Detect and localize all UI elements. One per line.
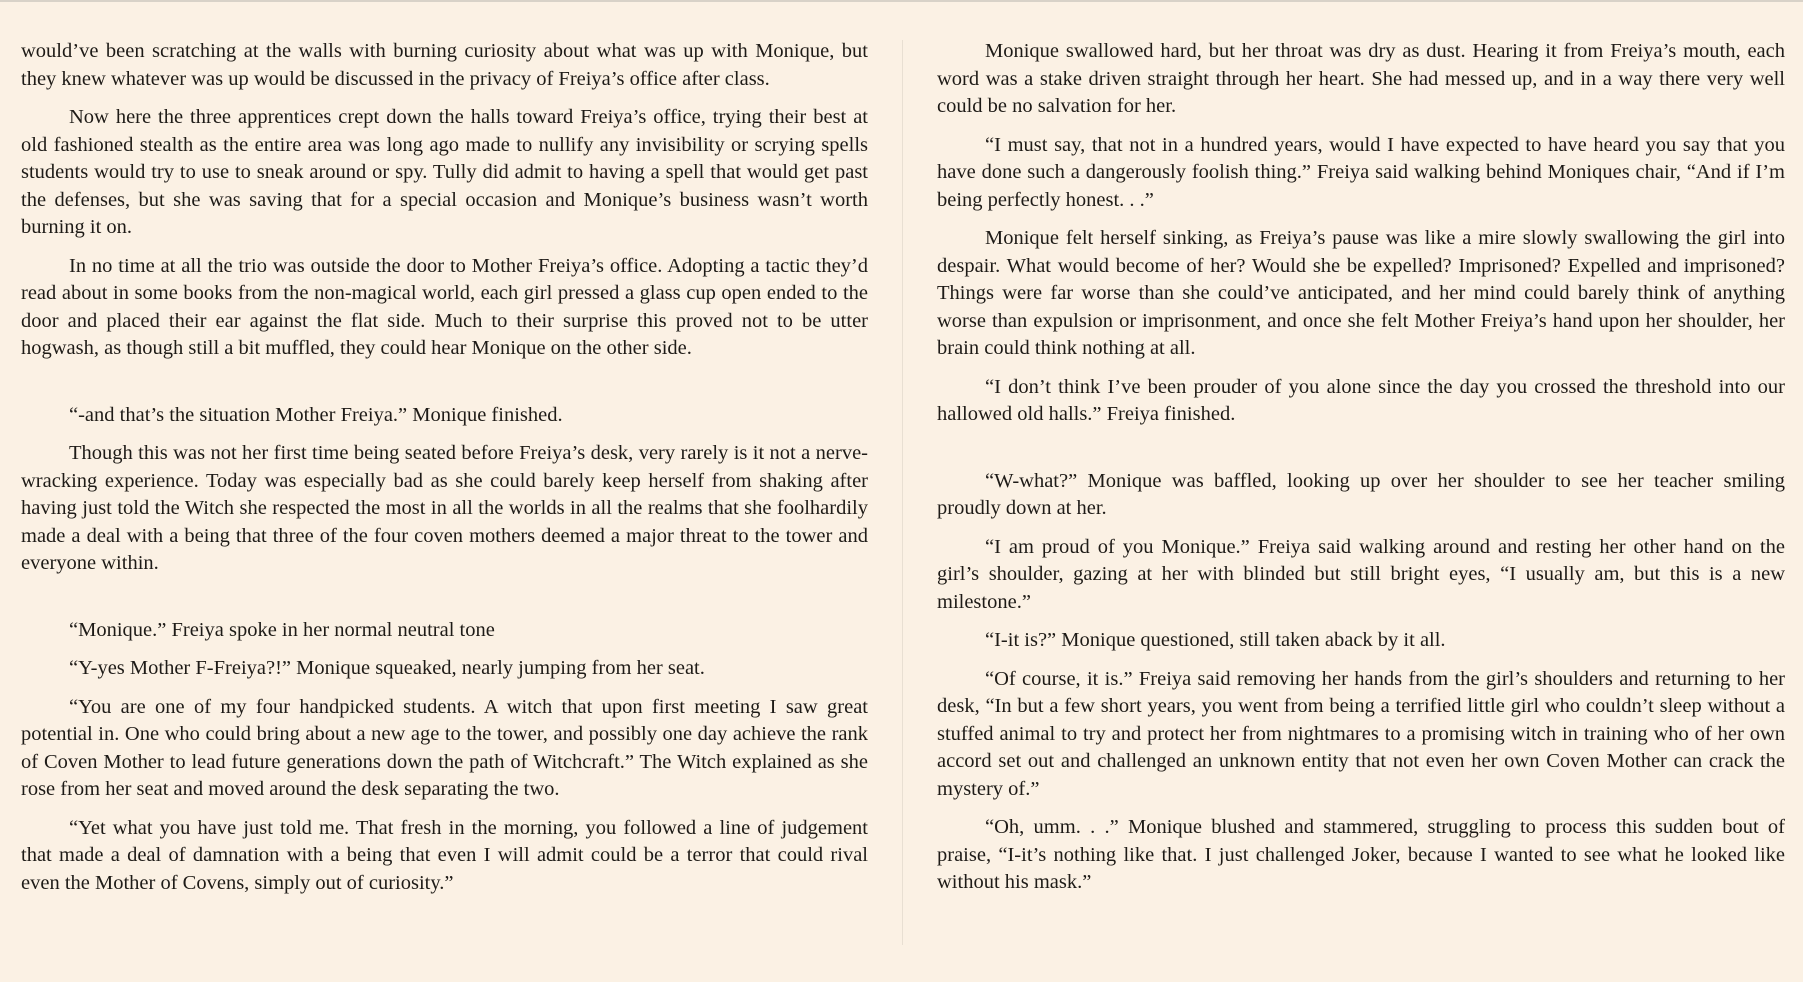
paragraph: “I don’t think I’ve been prouder of you alone since the day you crossed the threshold into our hallowed old halls.” Freiya finished. (937, 375, 1785, 425)
paragraph: Now here the three apprentices crept down the halls toward Freiya’s office, trying their best at old fashioned stealth as the entire area was long ago made to nullify any invisibility or scrying spells students would try to use to sneak around or spy. Tully did admit to having a spell that would get past the defenses, but she was saving that for a special occasion and Monique’s business wasn’t worth burning it on. (21, 106, 868, 238)
paragraph: “Monique.” Freiya spoke in her normal neutral tone (69, 618, 495, 641)
paragraph: Monique swallowed hard, but her throat was dry as dust. Hearing it from Freiya’s mouth, each word was a stake driven straight through her heart. She had messed up, and in a way there very well could be no salvation for her. (937, 40, 1785, 117)
paragraph: “You are one of my four handpicked students. A witch that upon first meeting I saw great potential in. One who could bring about a new age to the tower, and possibly one day achieve the rank of Coven Mother to lead future generations down the path of Witchcraft.” The Witch explained as she rose from her seat and moved around the desk separating the two. (21, 695, 868, 800)
paragraph: “Of course, it is.” Freiya said removing her hands from the girl’s shoulders and returning to her desk, “In but a few short years, you went from being a terrified little girl who couldn’t sleep without a stuffed animal to try and protect her from nightmares to a promising witch in training who of her own accord set out and challenged an unknown entity that not even her own Coven Mother can crack the mystery of.” (937, 667, 1785, 800)
paragraph: “I am proud of you Monique.” Freiya said walking around and resting her other hand on the girl’s shoulder, gazing at her with blinded but still bright eyes, “I usually am, but this is a new milestone.” (937, 535, 1785, 613)
paragraph: Though this was not her first time being seated before Freiya’s desk, very rarely is it not a nerve-wracking experience. Today was especially bad as she could barely keep herself from shaking after having just told the Witch she respected the most in all the worlds in all the realms that she foolhardily made a deal with a being that three of the four coven mothers deemed a major threat to the tower and everyone within. (21, 442, 868, 574)
paragraph: “I must say, that not in a hundred years, would I have expected to have heard you say that you have done such a dangerously foolish thing.” Freiya said walking behind Moniques chair, “And if I’m being perfectly honest. . .” (937, 133, 1785, 211)
paragraph: “I-it is?” Monique questioned, still taken aback by it all. (985, 629, 1446, 651)
paragraph: Monique felt herself sinking, as Freiya’s pause was like a mire slowly swallowing the girl into despair. What would become of her? Would she be expelled? Imprisoned? Expelled and imprisoned? Things were far worse than she could’ve anticipated, and her mind could barely think of anything worse than expulsion or imprisonment, and once she felt Mother Freiya’s hand upon her shoulder, her brain could think nothing at all. (937, 227, 1785, 359)
paragraph: would’ve been scratching at the walls with burning curiosity about what was up with Monique, but they knew whatever was up would be discussed in the privacy of Freiya’s office after class. (21, 40, 868, 90)
paragraph: “Oh, umm. . .” Monique blushed and stammered, struggling to process this sudden bout of praise, “I-it’s nothing like that. I just challenged Joker, because I wanted to see what he looked like without his mask.” (937, 816, 1785, 893)
paragraph: “Yet what you have just told me. That fresh in the morning, you followed a line of judgement that made a deal of damnation with a being that even I will admit could be a terror that could rival even the Mother of Covens, simply out of curiosity.” (21, 816, 868, 894)
page-divider (902, 40, 903, 945)
left-page (21, 38, 868, 908)
paragraph: “-and that’s the situation Mother Freiya.” Monique finished. (69, 403, 563, 426)
paragraph: In no time at all the trio was outside the door to Mother Freiya’s office. Adopting a tactic they’d read about in some books from the non-magical world, each girl pressed a glass cup open ended to the door and placed their ear against the flat side. Much to their surprise this proved not to be utter hogwash, as though still a bit muffled, they could hear Monique on the other side. (21, 254, 868, 359)
paragraph: “Y-yes Mother F-Freiya?!” Monique squeaked, nearly jumping from her seat. (69, 657, 705, 679)
paragraph: “W-what?” Monique was baffled, looking up over her shoulder to see her teacher smiling proudly down at her. (937, 469, 1785, 519)
right-page (937, 38, 1785, 908)
